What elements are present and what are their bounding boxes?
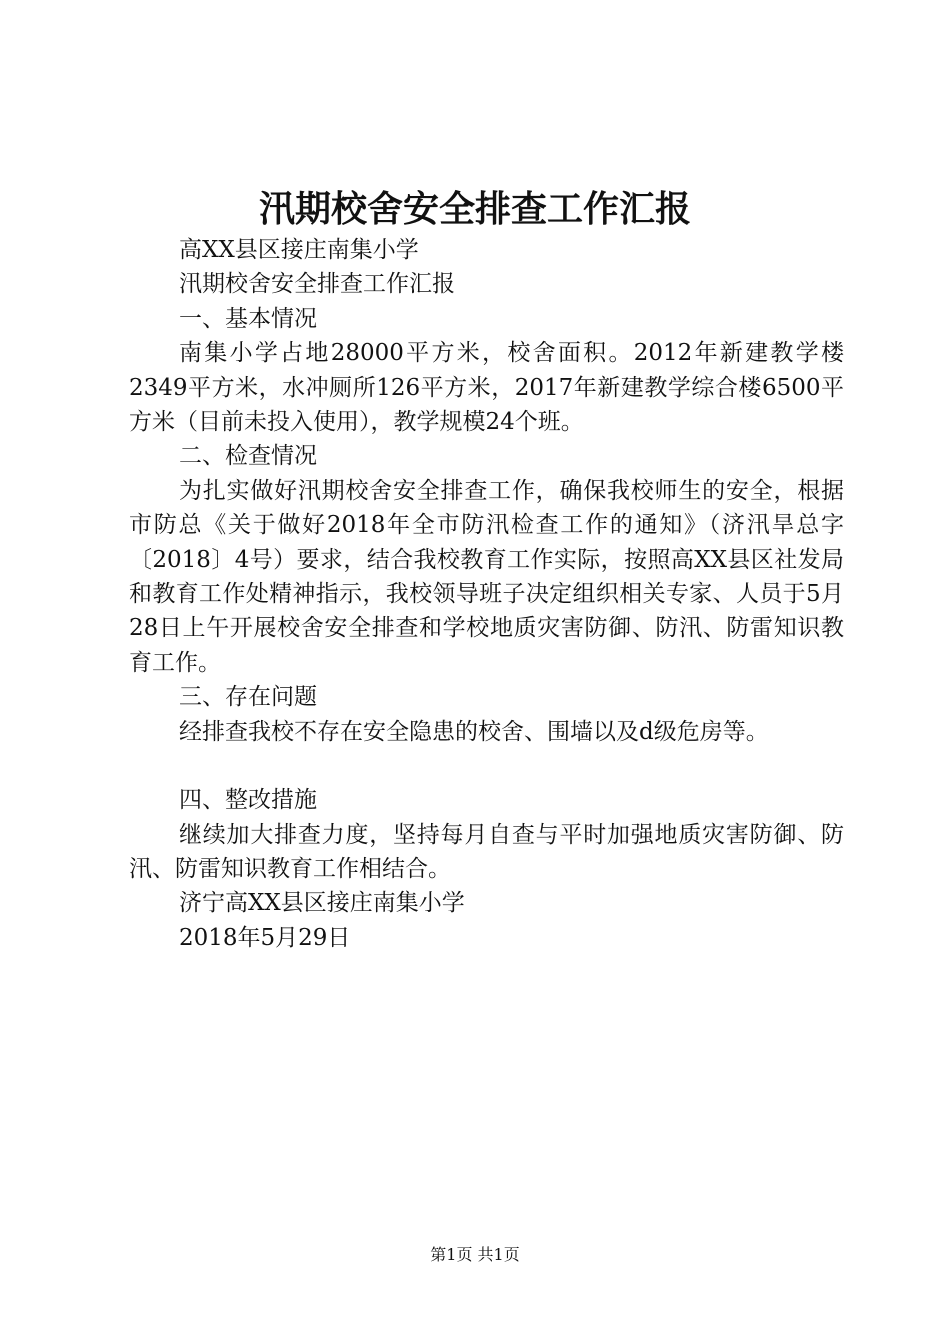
- school-name-line: 高XX县区接庄南集小学: [179, 237, 419, 263]
- section-heading-measures: 四、整改措施: [179, 787, 317, 814]
- signature-date: 2018年5月29日: [179, 924, 351, 951]
- signature-school: 济宁高XX县区接庄南集小学: [179, 890, 465, 917]
- paragraph-problems: 经排查我校不存在安全隐患的校舍、围墙以及d级危房等。: [179, 718, 769, 745]
- paragraph-basic: 南集小学占地28000平方米，校舍面积。2012年新建教学楼2349平方米，水冲厕所126平方米，2017年新建教学综合楼6500平方米（目前未投入使用），教学规模24个班。: [129, 340, 844, 436]
- blank-line: [129, 749, 844, 783]
- paragraph-inspection: 为扎实做好汛期校舍安全排查工作，确保我校师生的安全，根据市防总《关于做好2018年全市防汛检查工作的通知》（济汛旱总字〔2018〕4号）要求，结合我校教育工作实际，按照高XX县区社发局和教育工作处精神指示，我校领导班子决定组织相关专家、人员于5月28日上午开展校舍安全排查和学校地质灾害防御、防汛、防雷知识教育工作。: [129, 477, 844, 676]
- section-heading-problems: 三、存在问题: [179, 684, 317, 711]
- report-subtitle: 汛期校舍安全排查工作汇报: [179, 271, 455, 298]
- document-title: 汛期校舍安全排查工作汇报: [258, 188, 691, 230]
- section-heading-basic: 一、基本情况: [179, 305, 317, 332]
- section-heading-inspection: 二、检查情况: [179, 443, 317, 470]
- paragraph-measures: 继续加大排查力度，坚持每月自查与平时加强地质灾害防御、防汛、防雷知识教育工作相结合。: [129, 821, 844, 882]
- document-body: [129, 233, 844, 955]
- page-footer: 第1页 共1页: [430, 1245, 520, 1264]
